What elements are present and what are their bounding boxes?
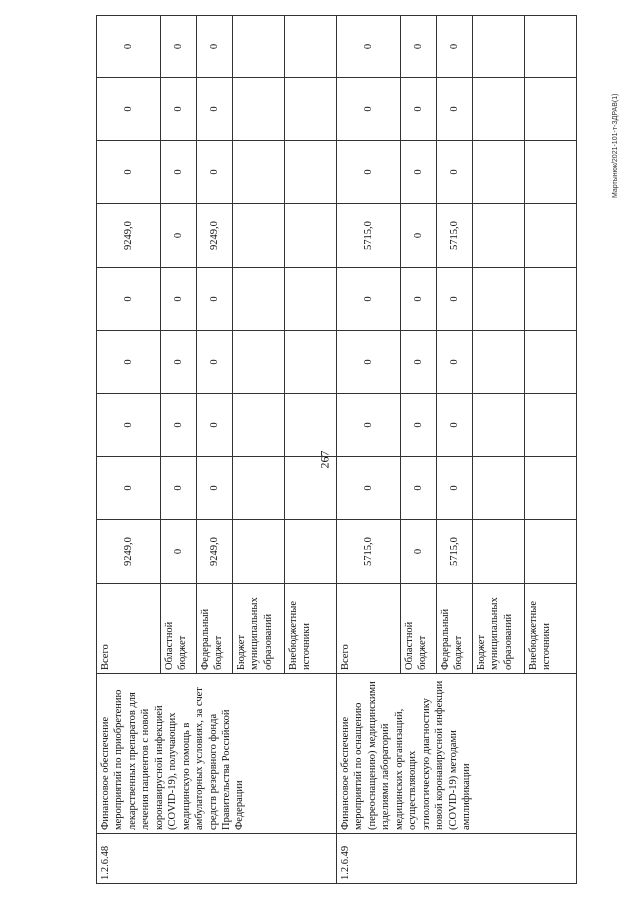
amount-cell	[473, 268, 525, 331]
amount-cell: 0	[197, 268, 233, 331]
amount-cell: 0	[437, 394, 473, 457]
amount-cell: 0	[401, 268, 437, 331]
funding-source: Всего	[337, 584, 401, 674]
amount-cell: 0	[161, 141, 197, 204]
amount-cell	[285, 141, 337, 204]
funding-source: Областной бюджет	[401, 584, 437, 674]
amount-cell: 0	[337, 16, 401, 78]
amount-cell	[473, 331, 525, 394]
amount-cell: 0	[401, 16, 437, 78]
amount-cell	[233, 394, 285, 457]
amount-cell: 0	[161, 394, 197, 457]
table-row	[337, 16, 401, 884]
amount-cell: 9249,0	[97, 520, 161, 584]
amount-cell	[525, 204, 577, 268]
amount-cell	[285, 520, 337, 584]
amount-cell: 5715,0	[337, 204, 401, 268]
amount-cell: 0	[161, 268, 197, 331]
amount-cell	[525, 16, 577, 78]
amount-cell	[473, 78, 525, 141]
amount-cell	[525, 78, 577, 141]
amount-cell: 0	[401, 141, 437, 204]
amount-cell: 0	[197, 394, 233, 457]
amount-cell	[233, 457, 285, 520]
amount-cell: 9249,0	[97, 204, 161, 268]
amount-cell	[473, 394, 525, 457]
amount-cell: 0	[437, 141, 473, 204]
amount-cell	[473, 141, 525, 204]
amount-cell: 0	[161, 204, 197, 268]
amount-cell: 0	[401, 394, 437, 457]
amount-cell: 5715,0	[437, 520, 473, 584]
amount-cell: 0	[337, 141, 401, 204]
amount-cell: 9249,0	[197, 204, 233, 268]
item-code: 1.2.6.49	[337, 834, 577, 884]
amount-cell	[285, 457, 337, 520]
amount-cell	[233, 16, 285, 78]
funding-source: Областной бюджет	[161, 584, 197, 674]
amount-cell	[525, 394, 577, 457]
funding-source: Бюджет муниципальных образований	[233, 584, 285, 674]
amount-cell	[233, 520, 285, 584]
amount-cell: 0	[161, 78, 197, 141]
funding-source: Федеральный бюджет	[437, 584, 473, 674]
amount-cell: 0	[401, 331, 437, 394]
page-number: 267	[317, 450, 332, 469]
amount-cell: 0	[401, 457, 437, 520]
funding-source: Внебюджетные источники	[285, 584, 337, 674]
amount-cell	[525, 141, 577, 204]
amount-cell: 0	[337, 78, 401, 141]
amount-cell	[525, 331, 577, 394]
amount-cell: 0	[197, 331, 233, 394]
amount-cell: 0	[97, 141, 161, 204]
amount-cell: 0	[161, 16, 197, 78]
amount-cell: 0	[97, 394, 161, 457]
item-code: 1.2.6.48	[97, 834, 337, 884]
amount-cell	[285, 268, 337, 331]
amount-cell	[285, 78, 337, 141]
amount-cell	[473, 520, 525, 584]
amount-cell: 0	[401, 78, 437, 141]
amount-cell	[285, 16, 337, 78]
item-description: Финансовое обеспечение мероприятий по приобретению лекарственных препаратов для лечения пациентов с новой коронавирусной инфекцией (COVID-19), получающих медицинскую помощь в амбулаторных условиях, за счет средств резервного фонда Правительства Российской Федерации	[97, 674, 337, 834]
amount-cell	[285, 331, 337, 394]
amount-cell: 0	[161, 520, 197, 584]
amount-cell: 0	[197, 16, 233, 78]
amount-cell	[233, 78, 285, 141]
amount-cell: 0	[437, 78, 473, 141]
amount-cell	[473, 16, 525, 78]
funding-source: Бюджет муниципальных образований	[473, 584, 525, 674]
funding-source: Внебюджетные источники	[525, 584, 577, 674]
amount-cell	[233, 204, 285, 268]
budget-table	[96, 15, 577, 884]
amount-cell: 0	[197, 78, 233, 141]
amount-cell: 0	[337, 331, 401, 394]
amount-cell: 0	[337, 394, 401, 457]
amount-cell: 9249,0	[197, 520, 233, 584]
amount-cell: 0	[437, 457, 473, 520]
amount-cell: 0	[97, 78, 161, 141]
amount-cell: 5715,0	[437, 204, 473, 268]
amount-cell: 0	[197, 141, 233, 204]
amount-cell	[473, 457, 525, 520]
table-row	[97, 16, 161, 884]
amount-cell: 0	[197, 457, 233, 520]
amount-cell	[285, 394, 337, 457]
amount-cell	[233, 331, 285, 394]
amount-cell: 0	[97, 331, 161, 394]
amount-cell	[233, 268, 285, 331]
item-description: Финансовое обеспечение мероприятий по оснащению (переоснащению) медицинскими изделиями лабораторий медицинских организаций, осуществляющих этиологическую диагностику новой коронавирусной инфекции (COVID-19) методами амплификации	[337, 674, 577, 834]
amount-cell	[525, 268, 577, 331]
amount-cell	[473, 204, 525, 268]
amount-cell: 0	[401, 520, 437, 584]
amount-cell: 0	[437, 268, 473, 331]
amount-cell	[233, 141, 285, 204]
amount-cell: 0	[437, 16, 473, 78]
amount-cell: 0	[97, 268, 161, 331]
amount-cell	[525, 520, 577, 584]
budget-table-sheet	[96, 16, 596, 884]
amount-cell: 0	[337, 457, 401, 520]
funding-source: Федеральный бюджет	[197, 584, 233, 674]
amount-cell: 0	[97, 16, 161, 78]
amount-cell: 5715,0	[337, 520, 401, 584]
footer-document-id: Мартынюк/2021-101-т-ЗДРАВ(1)	[612, 93, 619, 198]
amount-cell: 0	[97, 457, 161, 520]
funding-source: Всего	[97, 584, 161, 674]
amount-cell: 0	[401, 204, 437, 268]
amount-cell: 0	[337, 268, 401, 331]
amount-cell: 0	[161, 331, 197, 394]
amount-cell: 0	[161, 457, 197, 520]
amount-cell	[285, 204, 337, 268]
amount-cell: 0	[437, 331, 473, 394]
amount-cell	[525, 457, 577, 520]
